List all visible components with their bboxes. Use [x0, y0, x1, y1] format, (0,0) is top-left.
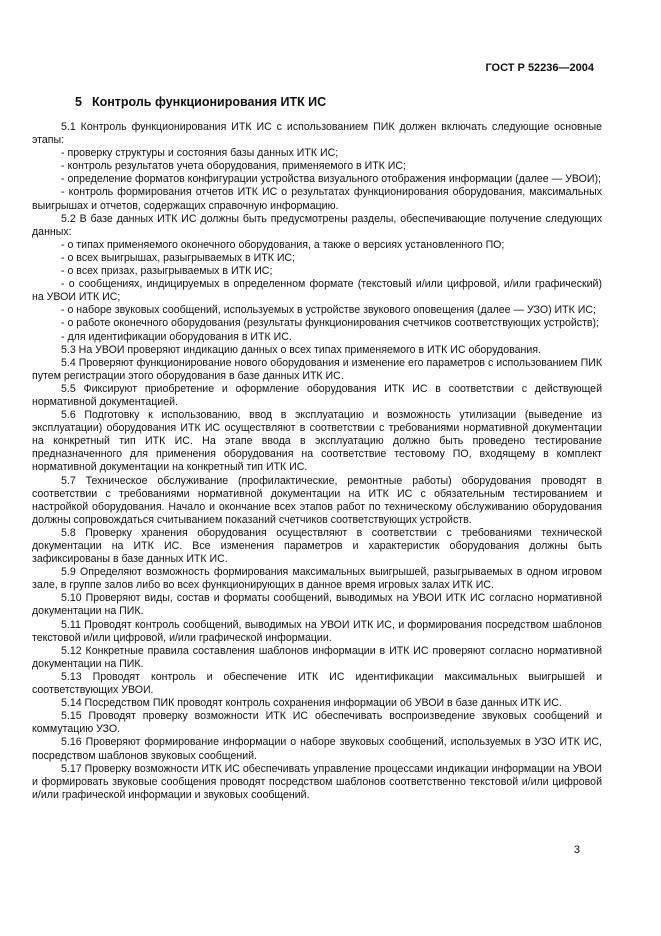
page-number: 3 — [573, 844, 580, 856]
paragraph: - определение форматов конфигурации устройства визуального отображения информации (далее — УВОИ); — [61, 173, 601, 186]
paragraph: 5.7 Техническое обслуживание (профилактические, ремонтные работы) оборудования проводят в соответствии с требованиями нормативной документации на ИТК ИС с обязательным тестированием и настройкой оборудования. Начало и окончание всех этапов работ по техническому обслуживанию оборудования должны сопровождаться считыванием показаний счетчиков соответствующих устройств. — [32, 474, 602, 526]
paragraph: - о типах применяемого оконечного оборудования, а также о версиях установленного ПО; — [61, 238, 505, 251]
paragraph: 5.11 Проводят контроль сообщений, выводимых на УВОИ ИТК ИС, и формирования посредством шаблонов текстовой и/или цифровой, и/или графической информации. — [32, 618, 602, 644]
paragraph: 5.8 Проверку хранения оборудования осуществляют в соответствии с требованиями технической документации на ИТК ИС. Все изменения параметров и характеристик оборудования должны быть зафиксированы в базе данных ИТК ИС. — [32, 526, 602, 566]
paragraph: - проверку структуры и состояния базы данных ИТК ИС; — [61, 147, 339, 160]
section-number: 5 — [75, 95, 82, 109]
paragraph: - контроль формирования отчетов ИТК ИС о результатах функционирования оборудования, максимальных выигрышах и отчетов, содержащих справочную информацию. — [32, 186, 602, 212]
paragraph: - о работе оконечного оборудования (результаты функционирования счетчиков соответствующих устройств); — [61, 317, 600, 330]
paragraph: - контроль результатов учета оборудования, применяемого в ИТК ИС; — [61, 160, 407, 173]
body-paragraphs — [32, 121, 602, 802]
paragraph: 5.15 Проводят проверку возможности ИТК ИС обеспечивать воспроизведение звуковых сообщений и коммутацию УЗО. — [32, 710, 602, 736]
paragraph: 5.4 Проверяют функционирование нового оборудования и изменение его параметров с использованием ПИК путем регистрации этого оборудования в базе данных ИТК ИС. — [32, 356, 602, 382]
paragraph: 5.1 Контроль функционирования ИТК ИС с использованием ПИК должен включать следующие основные этапы: — [32, 121, 602, 147]
document-code-header: ГОСТ Р 52236—2004 — [485, 62, 594, 74]
paragraph: - о всех выигрышах, разыгрываемых в ИТК ИС; — [61, 251, 296, 264]
paragraph: 5.14 Посредством ПИК проводят контроль сохранения информации об УВОИ в базе данных ИТК ИС. — [61, 697, 562, 710]
paragraph: 5.9 Определяют возможность формирования максимальных выигрышей, разыгрываемых в одном игровом зале, в группе залов либо во всех функционирующих в данное время игровых залах ИТК ИС. — [32, 566, 602, 592]
paragraph: 5.10 Проверяют виды, состав и форматы сообщений, выводимых на УВОИ ИТК ИС согласно нормативной документации на ПИК. — [32, 592, 602, 618]
paragraph: 5.17 Проверку возможности ИТК ИС обеспечивать управление процессами индикации информации на УВОИ и формировать звуковые сообщения проводят посредством шаблонов соответственно текстовой и/или цифровой и/или графической информации и звуковых сообщений. — [32, 762, 602, 801]
paragraph: - о наборе звуковых сообщений, используемых в устройстве звукового оповещения (далее — УЗО) ИТК ИС; — [61, 304, 596, 317]
paragraph: - для идентификации оборудования в ИТК ИС. — [61, 330, 292, 343]
section-title: Контроль функционирования ИТК ИС — [91, 95, 327, 109]
paragraph: 5.12 Конкретные правила составления шаблонов информации в ИТК ИС проверяют согласно нормативной документации на ПИК. — [32, 644, 602, 670]
paragraph: 5.5 Фиксируют приобретение и оформление оборудования ИТК ИС в соответствии с действующей нормативной документацией. — [32, 382, 602, 408]
paragraph: - о сообщениях, индицируемых в определенном формате (текстовый и/или цифровой, и/или графический) на УВОИ ИТК ИС; — [32, 278, 602, 304]
paragraph: 5.3 На УВОИ проверяют индикацию данных о всех типах применяемого в ИТК ИС оборудования. — [61, 343, 541, 356]
paragraph: - о всех призах, разыгрываемых в ИТК ИС; — [61, 265, 273, 278]
paragraph: 5.6 Подготовку к использованию, ввод в эксплуатацию и возможность утилизации (выведение из эксплуатации) оборудования ИТК ИС осуществляют в соответствии с требованиями нормативной документации на конкретный тип ИТК ИС. На этапе ввода в эксплуатацию должно быть проведено тестирование предназначенного для применения оборудования на соответствие тестовому ПО, входящему в комплект нормативной документации на конкретный тип ИТК ИС. — [32, 409, 602, 474]
page-content — [32, 62, 602, 802]
paragraph: 5.2 В базе данных ИТК ИС должны быть предусмотрены разделы, обеспечивающие получение следующих данных: — [32, 212, 602, 238]
paragraph: 5.16 Проверяют формирование информации о наборе звуковых сообщений, используемых в УЗО ИТК ИС, посредством шаблонов звуковых сообщений. — [32, 736, 602, 762]
section-heading — [75, 95, 602, 110]
paragraph: 5.13 Проводят контроль и обеспечение ИТК ИС идентификации максимальных выигрышей и соответствующих УВОИ. — [32, 670, 602, 697]
